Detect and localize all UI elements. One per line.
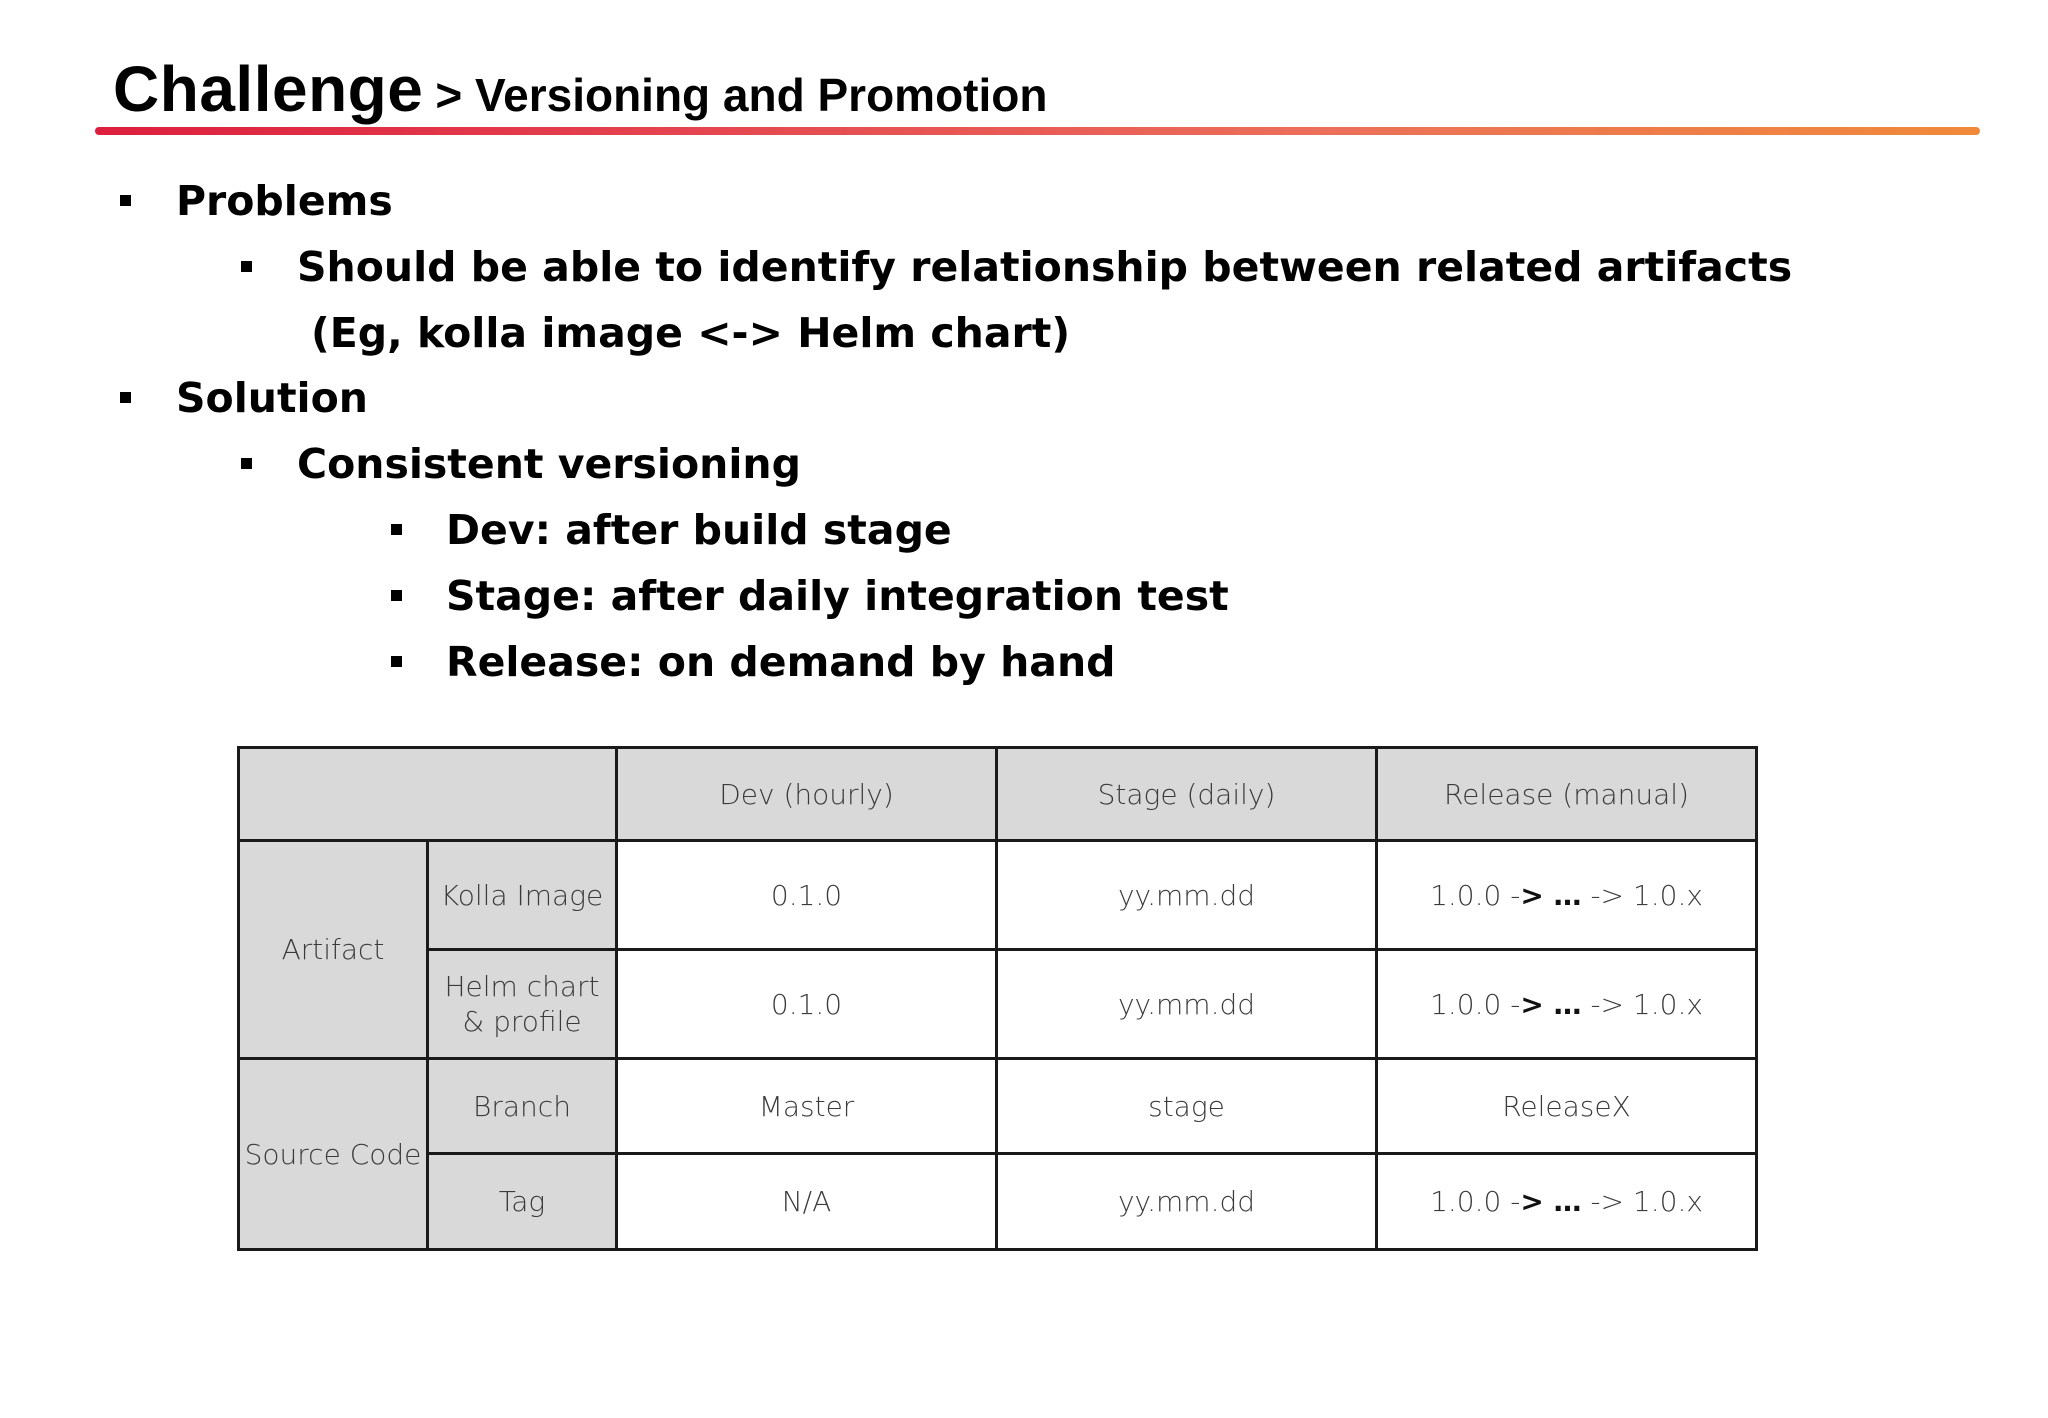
cell-release: ReleaseX [1377, 1059, 1757, 1154]
table-row [239, 841, 1757, 950]
group-source-code: Source Code [239, 1059, 428, 1250]
bullet-stage: Stage: after daily integration test [446, 572, 1229, 620]
bullet-square-icon [120, 195, 131, 206]
table-corner-cell [239, 748, 617, 841]
row-label-kolla-image: Kolla Image [428, 841, 617, 950]
table-row [239, 950, 1757, 1059]
cell-release [1377, 950, 1757, 1059]
bullet-square-icon [391, 656, 402, 667]
cell-stage: yy.mm.dd [997, 950, 1377, 1059]
bullet-problem-1-example: (Eg, kolla image <-> Helm chart) [311, 309, 1071, 357]
cell-dev: 0.1.0 [617, 950, 997, 1059]
table-row [239, 1154, 1757, 1250]
release-text-bold: > … [1520, 1185, 1582, 1218]
cell-release [1377, 1154, 1757, 1250]
release-text: 1.0.0 - [1430, 878, 1521, 912]
header-dev: Dev (hourly) [617, 748, 997, 841]
bullet-problems: Problems [176, 177, 393, 225]
release-text: -> 1.0.x [1581, 878, 1703, 912]
bullet-problem-1: Should be able to identify relationship between related artifacts [297, 243, 1793, 291]
release-text-bold: > … [1520, 878, 1582, 912]
cell-stage: yy.mm.dd [997, 841, 1377, 950]
bullet-square-icon [391, 524, 402, 535]
row-label-branch: Branch [428, 1059, 617, 1154]
release-text-bold: > … [1520, 987, 1582, 1021]
versioning-table [237, 746, 1758, 1251]
release-text: 1.0.0 - [1430, 987, 1521, 1021]
bullet-square-icon [241, 458, 252, 469]
bullet-square-icon [391, 590, 402, 601]
header-release: Release (manual) [1377, 748, 1757, 841]
slide-title [113, 52, 1047, 126]
table-header-row [239, 748, 1757, 841]
cell-stage: yy.mm.dd [997, 1154, 1377, 1250]
release-text: -> 1.0.x [1581, 1185, 1703, 1218]
cell-dev: 0.1.0 [617, 841, 997, 950]
group-artifact: Artifact [239, 841, 428, 1059]
cell-dev: Master [617, 1059, 997, 1154]
release-text: 1.0.0 - [1430, 1185, 1521, 1218]
table-row [239, 1059, 1757, 1154]
bullet-square-icon [120, 392, 131, 403]
bullet-release: Release: on demand by hand [446, 638, 1116, 686]
cell-release [1377, 841, 1757, 950]
header-stage: Stage (daily) [997, 748, 1377, 841]
bullet-square-icon [241, 261, 252, 272]
row-label-tag: Tag [428, 1154, 617, 1250]
title-main: Challenge [113, 53, 424, 125]
title-subtitle: > Versioning and Promotion [435, 69, 1048, 121]
row-label-helm-chart: Helm chart & profile [428, 950, 617, 1059]
release-text: -> 1.0.x [1581, 987, 1703, 1021]
cell-stage: stage [997, 1059, 1377, 1154]
bullet-consistent-versioning: Consistent versioning [297, 440, 801, 488]
cell-dev: N/A [617, 1154, 997, 1250]
bullet-solution: Solution [176, 374, 368, 422]
bullet-dev: Dev: after build stage [446, 506, 952, 554]
title-underline [95, 127, 1980, 135]
